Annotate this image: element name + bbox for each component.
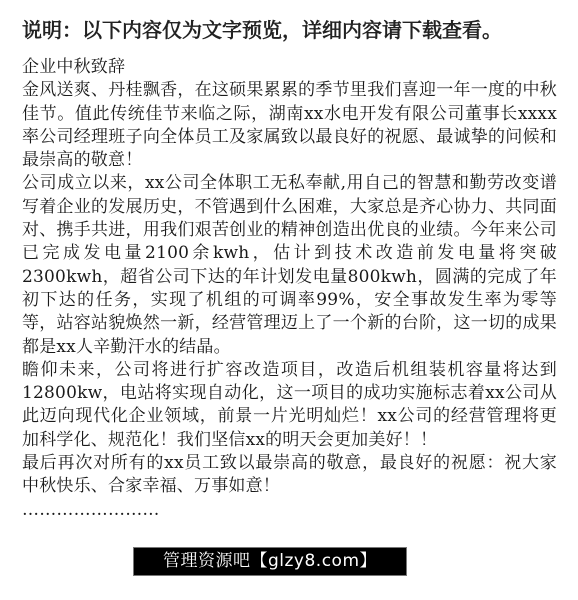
paragraph-ellipsis: ……………………: [22, 499, 160, 520]
paragraph-closing: 最后再次对所有的xx员工致以最崇高的敬意，最良好的祝愿：祝大家中秋快乐、合家幸福、万事如意！: [22, 453, 557, 497]
site-watermark-banner: 管理资源吧【glzy8.com】: [133, 547, 407, 576]
paragraph-achievements: 公司成立以来，xx公司全体职工无私奉献,用自己的智慧和勤劳改变谱写着企业的发展历史，不管遇到什么困难，大家总是齐心协力、共同面对、携手共进，用我们艰苦创业的精神创造出优良的业绩。今年来公司已完成发电量2100余kwh，估计到技术改造前发电量将突破2300kwh，超省公司下达的年计划发电量800kwh，圆满的完成了年初下达的任务，实现了机组的可调率99%，安全事故发生率为零等等，站容站貌焕然一新，经营管理迈上了一个新的台阶，这一切的成果都是xx人辛勤汗水的结晶。: [22, 173, 557, 357]
document-body: [22, 56, 557, 522]
preview-notice: 说明：以下内容仅为文字预览，详细内容请下载查看。: [22, 18, 502, 42]
document-title: 企业中秋致辞: [22, 57, 126, 77]
paragraph-future: 瞻仰未来，公司将进行扩容改造项目，改造后机组装机容量将达到12800kw，电站将实现自动化，这一项目的成功实施标志着xx公司从此迈向现代化企业领域，前景一片光明灿烂！xx公司的经营管理将更加科学化、规范化！我们坚信xx的明天会更加美好！！: [22, 359, 557, 450]
paragraph-greeting: 金风送爽、丹桂飘香，在这硕果累累的季节里我们喜迎一年一度的中秋佳节。值此传统佳节来临之际，湖南xx水电开发有限公司董事长xxxx率公司经理班子向全体员工及家属致以最良好的祝愿、最诚挚的问候和最崇高的敬意！: [22, 80, 557, 171]
